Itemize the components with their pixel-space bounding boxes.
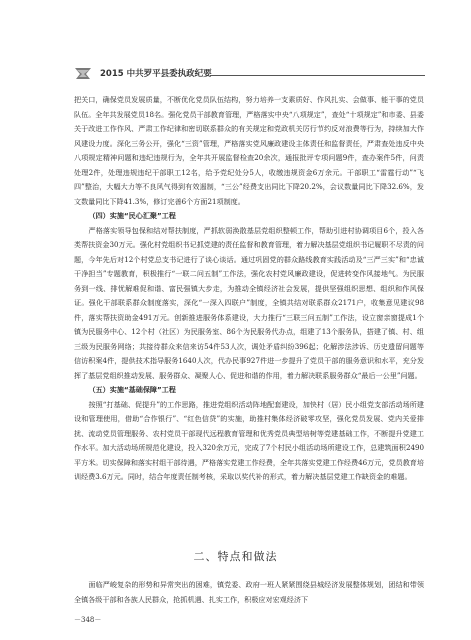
paragraph: 把关口，确保党员发展质量，不断优化党员队伍结构，努力培养一支素质好、作风扎实、会做事、能干事的党员队伍。全年共发展党员18名。强化党员干部教育管理，严格落实中央“八项规定”，查处“十项规定”和市委、县委关于改进工作作风、严肃工作纪律和密切联系群众的有关规定和党政机关厉行节约反对浪费等行为，持续加大作风建设力度。深化三务公开，强化“三资”管理，严格落实党风廉政建设主体责任和监督责任，严肃查处违反中央八项规定精神问题和违纪违规行为，全年共开展监督检查20余次，通报批评专项问题9件，查办案件5件，问责处理2件，处理违规违纪干部职工12名，给予党纪处分5人，收缴违规资金6万余元。干部职工“雷霆行动”“飞四”整治，大幅大力等不良风气得到有效遏制，“三公”经费支出同比下降20.2%，会议数量同比下降32.6%，发文数量同比下降41.3%，修订完善6个方面21项制度。 <box>74 95 424 206</box>
bottom-text <box>74 578 424 607</box>
paragraph: 面临严峻复杂的形势和异常突出的困难，镇党委、政府一班人紧紧围绕县城经济发展整体规划，团结和带领全镇各级干部和各族人民群众，抢抓机遇、扎实工作，积极应对宏观经济下 <box>74 580 424 604</box>
running-header <box>70 66 425 82</box>
page-number: －348－ <box>74 616 102 624</box>
main-text <box>74 93 424 485</box>
header-rule <box>210 75 425 76</box>
party-emblem-icon <box>74 66 92 80</box>
section-title: 二、特点和做法 <box>193 550 278 563</box>
subheading: （五）实施“基础保障”工程 <box>88 385 176 394</box>
subheading: （四）实施“民心汇聚”工程 <box>88 211 176 220</box>
paragraph: 严格落实领导包保和结对帮扶制度，严抓软弱涣散基层党组织整顿工作，帮助引进村协调项目6个，投入各类帮扶资金30万元。强化村党组织书记抓党建的责任监督和教育管理，着力解决基层党组织书记履职不尽责的问题，今年先后对12个村党总支书记进行了谈心谈话。通过巩固党的群众路线教育实践活动及“三严三实”和“忠诚干净担当”专题教育，积极推行“一联二问五制”工作法，强化农村党风廉政建设，促进转变作风接地气。为民服务到一线、排忧解难促和谐、富民强镇大步走，为推动全镇经济社会发展，提供坚强组织思想、组织和作风保证。强化干部联系群众制度落实，深化“一深入四联户”制度，全镇共结对联系群众2171户，收集意见建议98件，落实帮扶资助金491万元。创新推进服务体系建设，大力推行“三联三问五制”工作法，设立窗亲窗提成1个镇为民服务中心、12个村（社区）为民服务室、86个为民服务代办点，组建了13个服务队，搭建了镇、村、组三级为民服务网络；共接待群众来信来访54件53人次，调处矛盾纠纷396起；化解涉法涉诉、历史遗留问题等信访积案4件，提供技术指导服务1640人次，代办民事927件进一步提升了党员干部的服务意识和水平，充分发挥了基层党组织推动发展、服务群众、凝聚人心、促进和谐的作用，着力解决联系服务群众“最后一公里”问题。 <box>74 225 424 380</box>
paragraph: 按照“打基础、促提升”的工作思路，推进党组织活动阵地配套建设，加快村（居）民小组党支部活动场所建设和管理使用，借助“合作银行”、“红色信贷”的实施，助推村集体经济破零攻坚，强化党员发展、党内关爱排扰、流动党员管理服务、农村党员干部现代远程教育管理和优秀党员典型培树等党建基础工作，不断提升党建工作水平。加大活动场所规范化建设，投入320余万元，完成了7个村民小组活动场所建设工作，总建筑面积2490平方米。切实保障和落实村组干部待遇，严格落实党建工作经费，全年共落实党建工作经费46万元，党员教育培训经费3.6万元。同时，结合年度责任制考核，采取以奖代补的形式，着力解决基层党建工作缺资金的难题。 <box>74 399 424 481</box>
header-title: 2015 中共罗平县委执政纪要 <box>100 69 212 79</box>
